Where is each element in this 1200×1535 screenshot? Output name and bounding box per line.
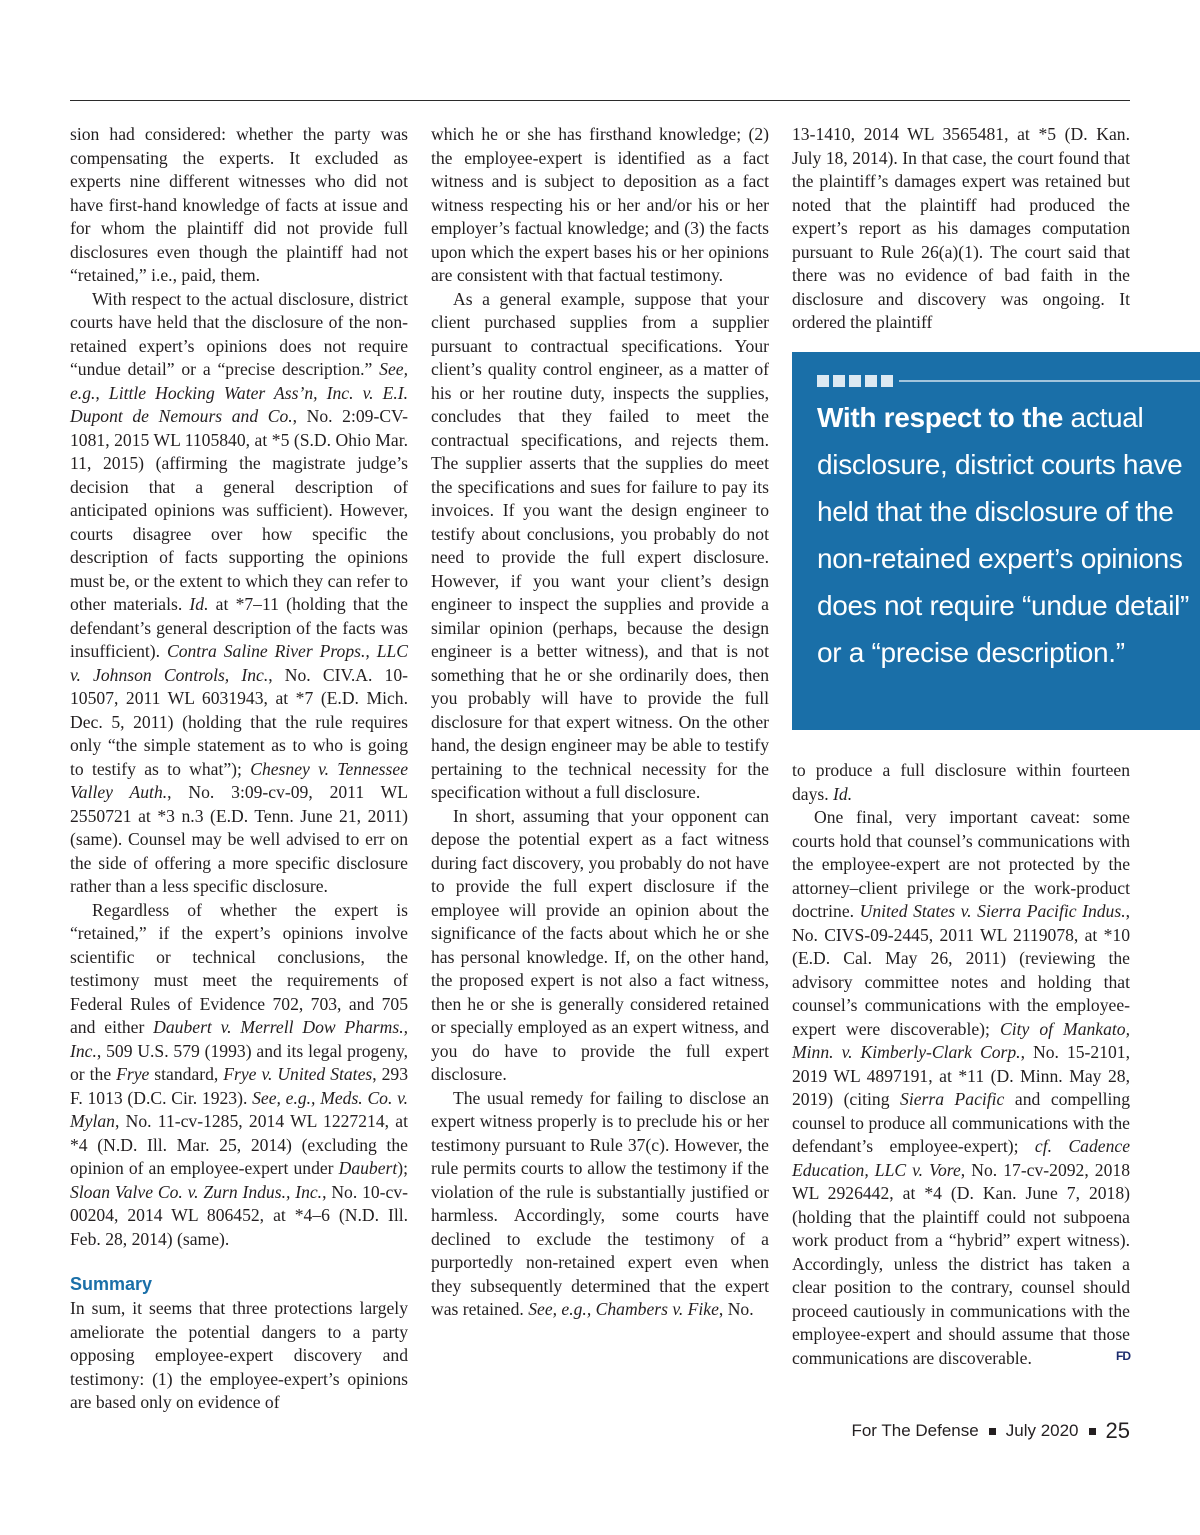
paragraph: In short, assuming that your opponent can depose the potential expert as a fact witness during fact discovery, you probably do not have to provide the full expert disclosure if the employee will provide an opinion about the significance of the facts about which he or she has personal knowledge. If, on the other hand, the proposed expert is not also a fact witness, then he or she is generally considered retained or specially employed as an expert witness, and you do have to provide the full expert disclosure. bbox=[431, 805, 769, 1084]
pull-quote bbox=[792, 352, 1200, 730]
pull-quote-decoration bbox=[817, 374, 1200, 388]
header-rule bbox=[70, 100, 1130, 101]
paragraph: The usual remedy for failing to disclose an expert witness properly is to preclude his or her testimony pursuant to Rule 37(c). However, the rule permits courts to allow the testimony if the violation of the rule is substantially justified or harmless. Accordingly, some courts have declined to exclude the testimony of a purportedly non-retained expert even when they subsequently determined that the expert was retained. See, e.g., Chambers v. Fike, No. bbox=[431, 1087, 769, 1319]
section-heading-summary: Summary bbox=[70, 1274, 153, 1294]
pull-quote-text: With respect to the actual disclosure, district courts have held that the disclosure of the non-retained expert’s opinions does not require “undue detail” or a “precise description.” bbox=[817, 402, 1190, 668]
paragraph: As a general example, suppose that your client purchased supplies from a supplier pursuant to contractual specifications. Your client’s quality control engineer, as a matter of his or her routine duty, inspects the supplies, concludes that they failed to meet the contractual specifications, and rejects them. The supplier asserts that the supplies do meet the specifications and sues for failure to pay its invoices. If you want the design engineer to testify about conclusions, you probably do not need to provide the full expert disclosure. However, if you want your client’s design engineer to inspect the supplies and provide a similar opinion (perhaps, because the design engineer is a better witness), and that is not something that he or she ordinarily does, then you probably will have to provide the full disclosure for that expert witness. On the other hand, the design engineer may be able to testify pertaining to the technical necessity for the specification without a full disclosure. bbox=[431, 288, 769, 802]
text-column-3-bottom bbox=[792, 759, 1130, 1370]
text-column-1 bbox=[70, 123, 408, 1415]
separator-square-icon bbox=[989, 1428, 996, 1435]
issue-date: July 2020 bbox=[1005, 1421, 1079, 1440]
paragraph: 13-1410, 2014 WL 3565481, at *5 (D. Kan. July 18, 2014). In that case, the court found that the plaintiff’s damages expert was retained but noted that the plaintiff had produced the expert’s report as his damages computation pursuant to Rule 26(a)(1). The court said that there was no evidence of bad faith in the disclosure and discovery was ongoing. It ordered the plaintiff bbox=[792, 124, 1130, 332]
paragraph: One final, very important caveat: some courts hold that counsel’s communications with the employee-expert are not protected by the attorney–client privilege or the work-product doctrine. United States v. Sierra Pacific Indus., No. CIVS-09-2445, 2011 WL 2119078, at *10 (E.D. Cal. May 26, 2011) (reviewing the advisory committee notes and holding that counsel’s communications with the employee-expert were discoverable); City of Mankato, Minn. v. Kimberly-Clark Corp., No. 15-2101, 2019 WL 4897191, at *11 (D. Minn. May 28, 2019) (citing Sierra Pacific and compelling counsel to produce all communications with the defendant’s employee-expert); cf. Cadence Education, LLC v. Vore, No. 17-cv-2092, 2018 WL 2926442, at *4 (D. Kan. June 7, 2018) (holding that the plaintiff could not subpoena work product from a “hybrid” expert witness). Accordingly, unless the district has taken a clear position to the contrary, counsel should proceed cautiously in communications with the employee-expert and should assume that those communications are discoverable. FD bbox=[792, 807, 1130, 1368]
paragraph: With respect to the actual disclosure, district courts have held that the disclosure of the non-retained expert’s opinions does not require “undue detail” or a “precise description.” See, e.g., Little Hocking Water Ass’n, Inc. v. E.I. Dupont de Nemours and Co., No. 2:09-CV-1081, 2015 WL 1105840, at *5 (S.D. Ohio Mar. 11, 2015) (affirming the magistrate judge’s decision that a general description of anticipated opinions was sufficient). However, courts disagree over how specific the description of facts supporting the opinions must be, or the extent to which they can refer to other materials. Id. at *7–11 (holding that the defendant’s general description of the facts was insufficient). Contra Saline River Props., LLC v. Johnson Controls, Inc., No. CIV.A. 10-10507, 2011 WL 6031943, at *7 (E.D. Mich. Dec. 5, 2011) (holding that the rule requires only “the simple statement as to who is going to testify as to what”); Chesney v. Tennessee Valley Auth., No. 3:09-cv-09, 2011 WL 2550721 at *3 n.3 (E.D. Tenn. June 21, 2011) (same). Counsel may be well advised to err on the side of offering a more specific disclosure rather than a less specific disclosure. bbox=[70, 288, 409, 896]
paragraph: sion had considered: whether the party was compensating the experts. It excluded as experts nine different witnesses who did not have first-hand knowledge of facts at issue and for whom the plaintiff did not provide full disclosures even though the plaintiff had not “retained,” i.e., paid, them. bbox=[70, 124, 408, 285]
text-column-2 bbox=[431, 123, 769, 1322]
separator-square-icon bbox=[1089, 1428, 1096, 1435]
text-column-3-top bbox=[792, 123, 1130, 335]
page-footer bbox=[851, 1418, 1130, 1444]
publication-name: For The Defense bbox=[851, 1421, 979, 1440]
paragraph: Regardless of whether the expert is “retained,” if the expert’s opinions involve scientific or technical conclusions, the testimony must meet the requirements of Federal Rules of Evidence 702, 703, and 705 and either Daubert v. Merrell Dow Pharms., Inc., 509 U.S. 579 (1993) and its legal progeny, or the Frye standard, Frye v. United States, 293 F. 1013 (D.C. Cir. 1923). See, e.g., Meds. Co. v. Mylan, No. 11-cv-1285, 2014 WL 1227214, at *4 (N.D. Ill. Mar. 25, 2014) (excluding the opinion of an employee-expert under Daubert); Sloan Valve Co. v. Zurn Indus., Inc., No. 10-cv-00204, 2014 WL 806452, at *4–6 (N.D. Ill. Feb. 28, 2014) (same). bbox=[70, 899, 409, 1249]
end-of-article-logo-icon: FD bbox=[1116, 1348, 1130, 1363]
paragraph: to produce a full disclosure within fourteen days. Id. bbox=[792, 760, 1130, 804]
page-number: 25 bbox=[1105, 1418, 1130, 1443]
paragraph: which he or she has firsthand knowledge; (2) the employee-expert is identified as a fact witness and is subject to deposition as a fact witness respecting his or her and/or his or her employer’s factual knowledge; and (3) the facts upon which the expert bases his or her opinions are consistent with that factual testimony. bbox=[431, 124, 769, 285]
paragraph: In sum, it seems that three protections largely ameliorate the potential dangers to a party opposing employee-expert discovery and testimony: (1) the employee-expert’s opinions are based only on evidence of bbox=[70, 1298, 408, 1412]
